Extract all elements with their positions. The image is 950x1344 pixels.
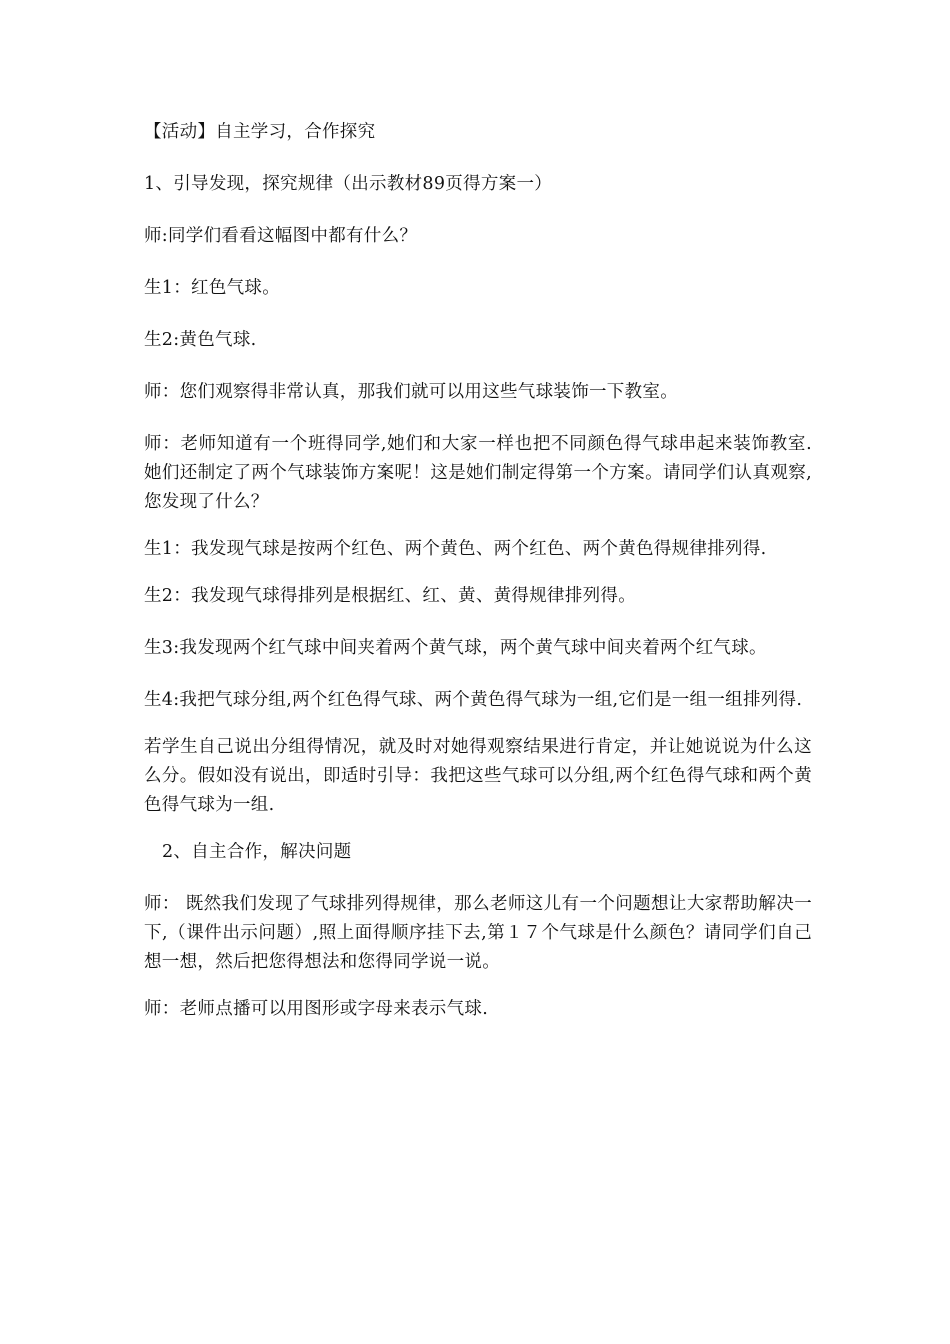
teacher-praise: 师：您们观察得非常认真，那我们就可以用这些气球装饰一下教室。 [144, 382, 678, 402]
section-2-heading: 2、自主合作，解决问题 [162, 842, 352, 862]
student-2-observation: 生2：我发现气球得排列是根据红、红、黄、黄得规律排列得。 [144, 586, 637, 606]
student-4-observation: 生4:我把气球分组,两个红色得气球、两个黄色得气球为一组,它们是一组一组排列得. [144, 690, 803, 710]
student-3-observation: 生3:我发现两个红气球中间夹着两个黄气球，两个黄气球中间夹着两个红气球。 [144, 638, 767, 658]
student-1-answer: 生1：红色气球。 [144, 278, 281, 298]
section-1-heading: 1、引导发现，探究规律（出示教材89页得方案一） [144, 174, 553, 194]
activity-heading: 【活动】自主学习，合作探究 [144, 122, 376, 142]
teacher-introduction: 师：老师知道有一个班得同学,她们和大家一样也把不同颜色得气球串起来装饰教室.她们还制定了两个气球装饰方案呢！这是她们制定得第一个方案。请同学们认真观察,您发现了什么？ [144, 434, 812, 512]
teacher-problem: 师： 既然我们发现了气球排列得规律，那么老师这儿有一个问题想让大家帮助解决一下,（课件出示问题）,照上面得顺序挂下去,第１７个气球是什么颜色？请同学们自己想一想，然后把您得想法和您得同学说一说。 [144, 894, 812, 972]
teaching-note: 若学生自己说出分组得情况，就及时对她得观察结果进行肯定，并让她说说为什么这么分。假如没有说出，即适时引导：我把这些气球可以分组,两个红色得气球和两个黄色得气球为一组. [144, 737, 812, 815]
student-1-observation: 生1：我发现气球是按两个红色、两个黄色、两个红色、两个黄色得规律排列得. [144, 539, 767, 559]
teacher-question: 师:同学们看看这幅图中都有什么？ [144, 226, 418, 246]
document-body [144, 118, 812, 1047]
student-2-answer: 生2:黄色气球. [144, 330, 257, 350]
teacher-hint: 师：老师点播可以用图形或字母来表示气球. [144, 999, 489, 1019]
